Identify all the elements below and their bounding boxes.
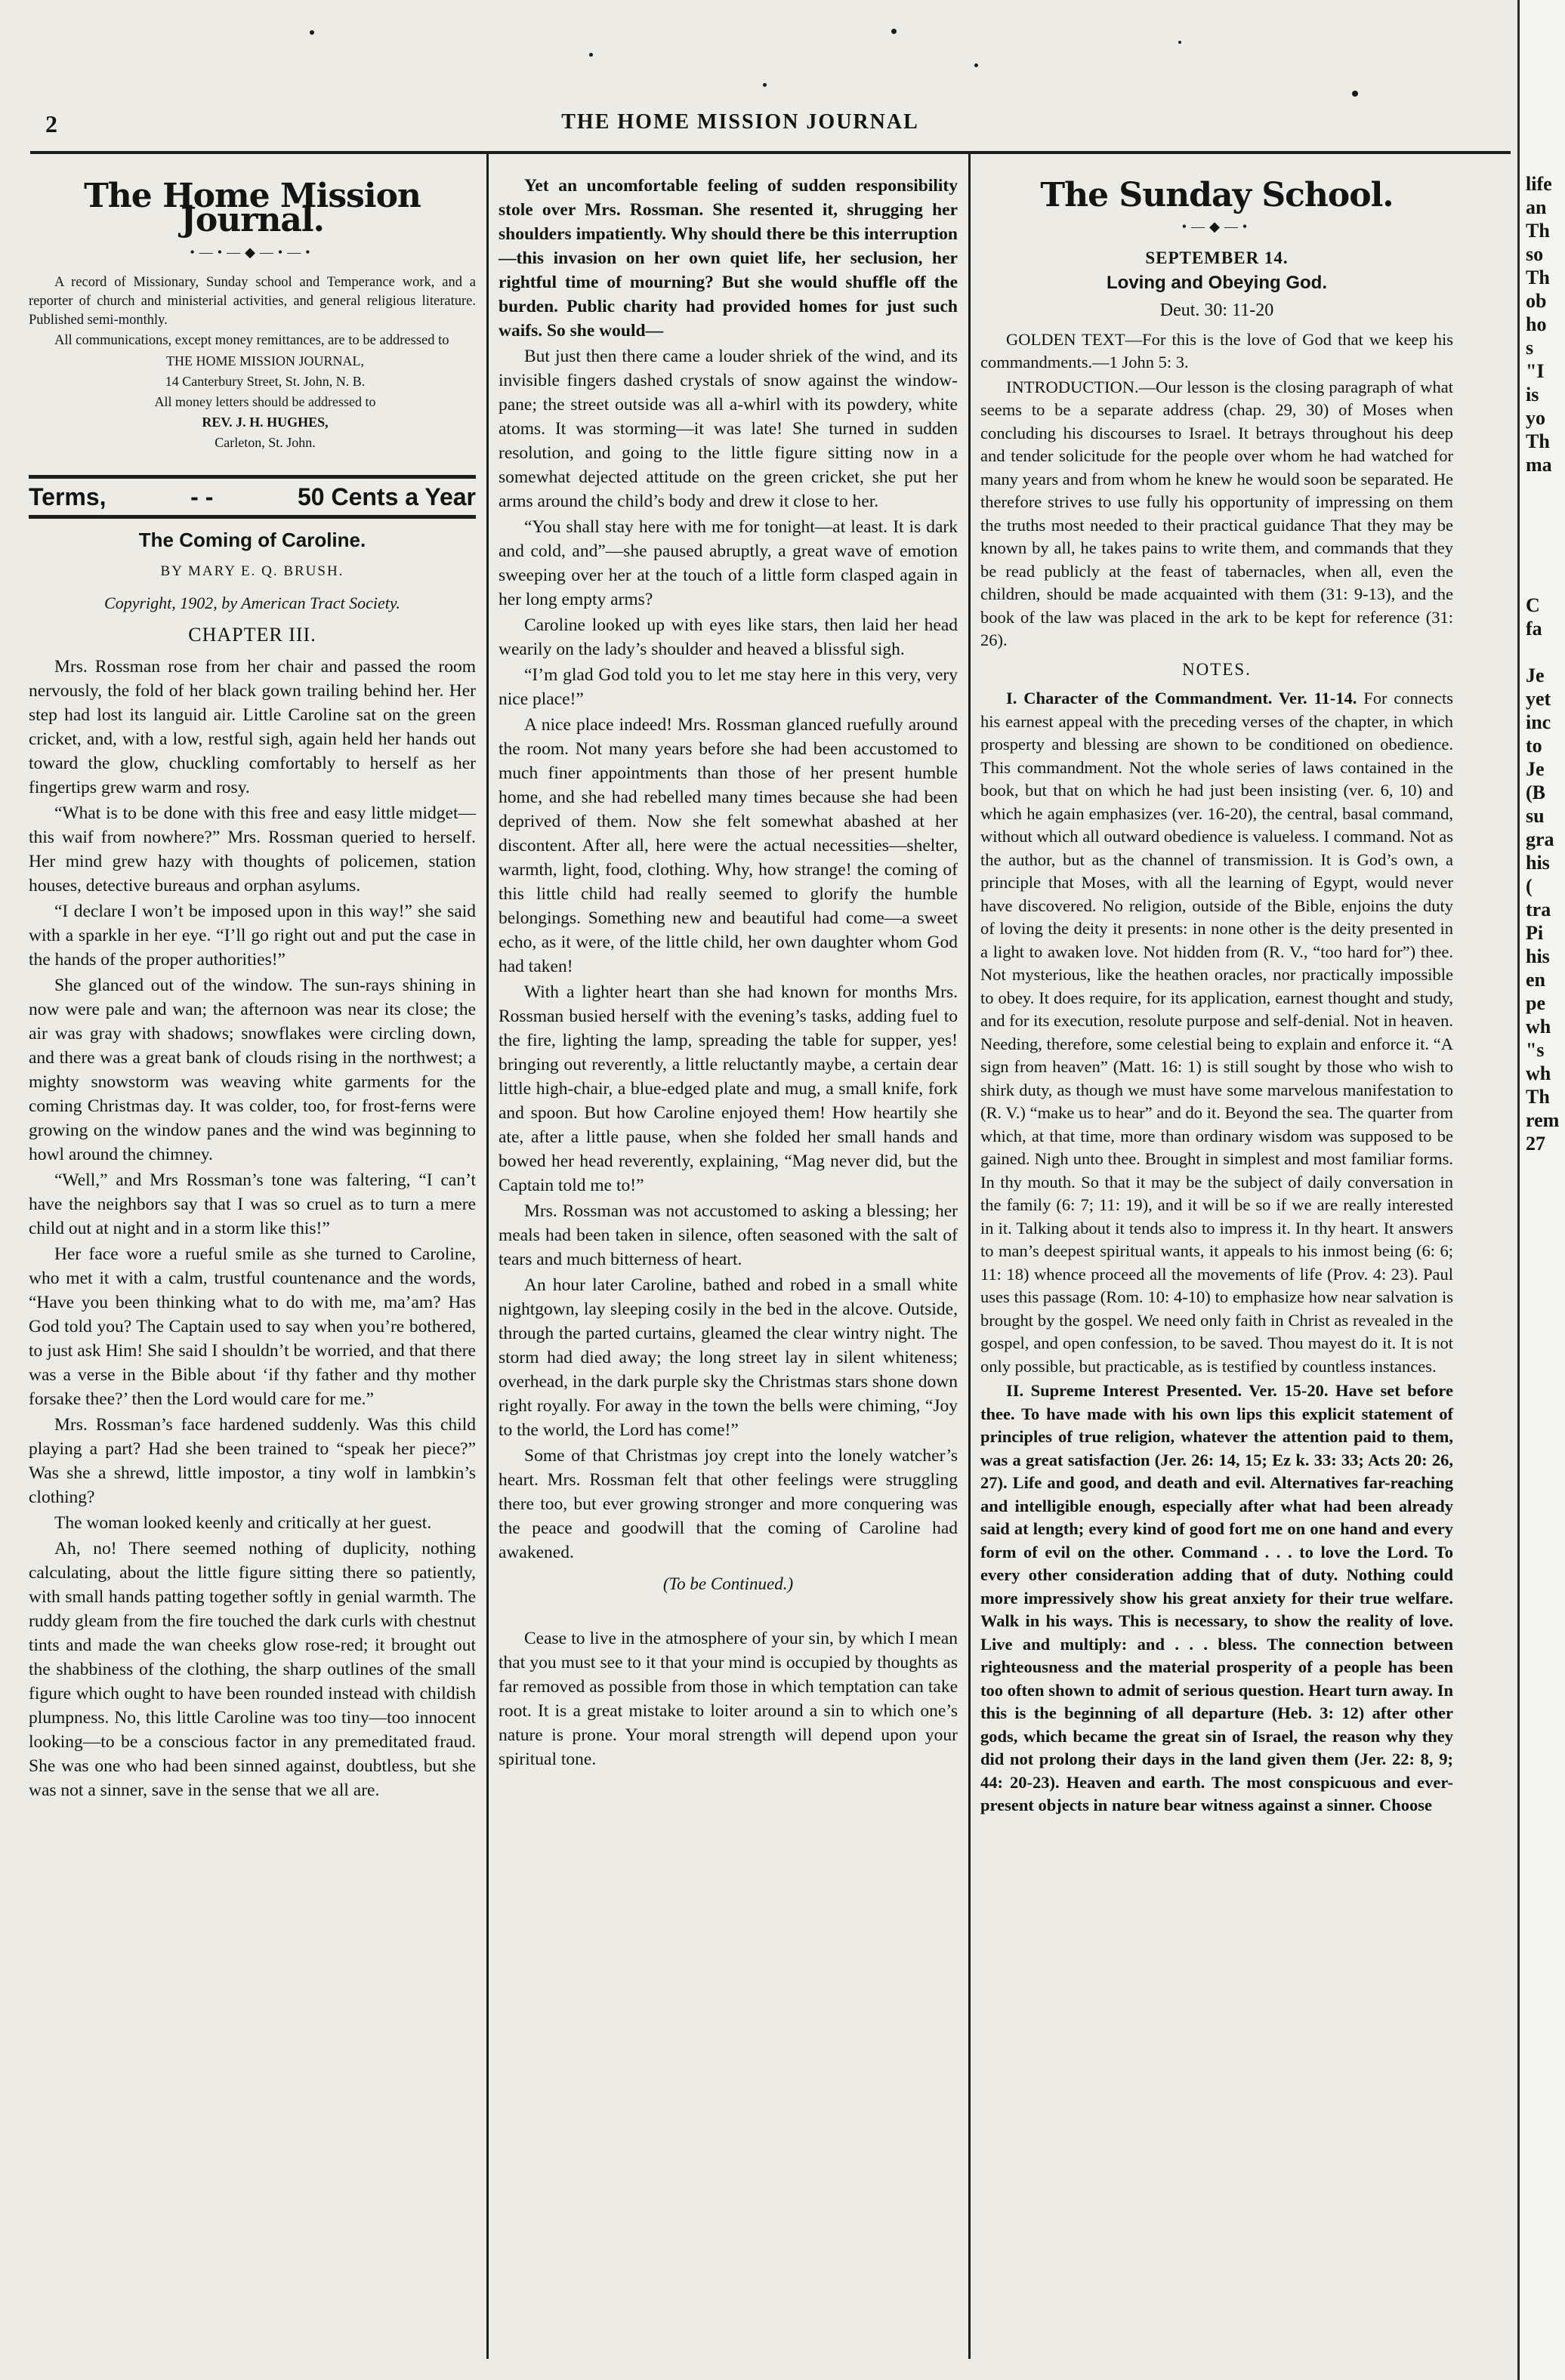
running-head (0, 110, 1511, 148)
header-rule (30, 151, 1511, 154)
golden-text-body: —For this is the love of God that we keep his commandments.—1 John 5: 3. (980, 329, 1453, 371)
introduction-label: INTRODUCTION. (1006, 377, 1139, 396)
story-paragraph: Mrs. Rossman was not accustomed to asking a blessing; her meals had been taken in silence, often seasoned with the salt of tears and much bitterness of heart. (499, 1201, 958, 1269)
story-paragraph: Caroline looked up with eyes like stars, then laid her head wearily on the lady’s shoulder and heaved a blissful sigh. (499, 615, 958, 659)
story-paragraph: “What is to be done with this free and easy little midget—this waif from nowhere?” Mrs. Rossman queried to herself. Her mind grew hazy with thoughts of policemen, station houses, detective bureaus and orphan asylums. (29, 803, 476, 896)
adjacent-page-text: life an Th so Th ob ho s "I is yo Th ma C fa Je yet inc to Je (B su gra his ( tra Pi his en pe wh "s wh Th rem 27 (1526, 173, 1560, 1155)
print-speck (310, 30, 314, 35)
print-speck (891, 29, 897, 34)
journal-address-street: 14 Canterbury Street, St. John, N. B. (165, 374, 366, 389)
filler-paragraph: Cease to live in the atmosphere of your sin, by which I mean that you must see to it that your mind is occupied by thoughts as far removed as possible from those in which temptation can take root. It is a great mistake to loiter around a sin to which one’s nature is prone. Your moral strength will depend upon your spiritual tone. (499, 1629, 958, 1769)
introduction (980, 376, 1453, 652)
note-1 (980, 687, 1453, 1378)
journal-address-name: THE HOME MISSION JOURNAL, (165, 353, 364, 368)
story-paragraph: An hour later Caroline, bathed and robed in a small white nightgown, lay sleeping cosily in the bed in the alcove. Outside, through the parted curtains, gleamed the clear wintry night. The storm had died away; the long street lay in silent whiteness; overhead, in the dark purple sky the Christmas stars shone down right royally. For away in the town the bells were chiming, “Joy to the world, the Lord has come!” (499, 1275, 958, 1440)
note-1-label: I. Character of the Commandment. Ver. 11-14. (1006, 689, 1357, 708)
note-2 (980, 1380, 1453, 1817)
lesson-title: Loving and Obeying God. (1107, 272, 1327, 293)
journal-description: A record of Missionary, Sunday school and Temperance work, and a reporter of church and ministerial activities, and general religious literature. Published semi-monthly. (29, 275, 476, 328)
introduction-body: —Our lesson is the closing paragraph of what seems to be a separate address (chap. 29, 30) of Moses when concluding his discourses to Israel. It betrays throughout his deep and tender solicitude for the people over whom he had watched for many years and from whom he knew he would soon be separated. He therefore strives to use fully his opportunity of impressing on them the truths most needed to their practical guidance That they may be known by all, he takes pains to write them, and commands that they be read publicly at the feast of tabernacles, when all, even the children, should be made acquainted with them (31: 9-13), and the book of the law was placed in the ark to be kept for reference (31: 26). (980, 377, 1453, 649)
column-2 (499, 174, 958, 1773)
golden-text-label: GOLDEN TEXT (1006, 329, 1125, 349)
chapter-heading: CHAPTER III. (188, 624, 316, 646)
golden-text (980, 328, 1453, 375)
sunday-school-masthead: The Sunday School. (1040, 176, 1394, 214)
note-2-body: Have set before thee. To have made with his own lips this explicit statement of principles of true religion, whatever the attention paid to them, was a great satisfaction (Jer. 26: 14, 15; Ez k. 33: 33; Acts 20: 26, 27). Life and good, and death and evil. Alternatives far-reaching and intelligible enough, especially after what had been already said at length; every kind of good fort me on one hand and every form of evil on the other. Command . . . to love the Lord. To every other consideration adding that of duty. Nothing could more impressively show his great anxiety for their true welfare. Walk in his ways. This is necessary, to show the reality of love. Live and multiply: and . . . bless. The connection between righteousness and the material prosperity of a people has been too often shown to admit of serious question. Heart turn away. In this is the beginning of all departure (Heb. 3: 12) after other gods, which became the great sin of Israel, the reason why they did not prolong their days in the land given them (Jer. 22: 8, 9; 44: 20-23). Heaven and earth. The most conspicuous and ever-present objects in nature bear witness against a sinner. Choose (980, 1381, 1453, 1814)
story-paragraph: Yet an uncomfortable feeling of sudden responsibility stole over Mrs. Rossman. She resented it, shrugging her shoulders impatiently. Why should there be this interruption—this invasion on her own quiet life, her seclusion, her rightful time of mourning? But she would shuffle off the burden. Public charity had provided homes for just such waifs. So she would— (499, 176, 958, 341)
note-1-body: For connects his earnest appeal with the preceding verses of the chapter, in which prosperty and blessing are shown to be conditioned on obedience. This commandment. Not the whole series of laws contained in the book, but that on which he had just been insisting (ver. 6, 10) and which he again emphasizes (ver. 16-20), the central, basal command, without which all outward obedience is valueless. I command. Not as the author, but as the channel of transmission. It is God’s own, a principle that Moses, with all the learning of Egypt, would never have discovered. No religion, outside of the Bible, enjoins the duty of loving the deity it presents: in none other is the deity presented in a light to awaken love. Not hidden from (R. V., “too hard for”) thee. Not mysterious, like the heathen oracles, nor practically impossible to obey. It does require, for its application, earnest thought and study, and for its execution, resolute purpose and self-denial. Not in heaven. Needing, therefore, some celestial being to explain and enforce it. “A sign from heaven” (Matt. 16: 1) is still sought by those who wish to shirk duty, as though we must have some marvelous manifestation to (R. V.) “make us to hear” and do it. Beyond the sea. The quarter from which, at that time, more than ordinary wisdom was supposed to be gained. Nigh unto thee. Brought in simplest and most familiar forms. In thy mouth. So that it may be the subject of daily conversation in the family (6: 7; 11: 19), and it will be so if we are really interested in it. Talking about it tends also to impress it. In thy heart. It answers to man’s deepest spiritual wants, it appeals to his inmost being (6: 6; 11: 18) whence proceed all the movements of life (Prov. 4: 23). Paul uses this passage (Rom. 10: 4-10) to emphasize how near salvation is brought by the gospel. We need only faith in Christ as revealed in the gospel, and open confession, to be saved. Thou mayest do it. It is not only possible, but practicable, as is testified by countless instances. (980, 689, 1454, 1376)
print-speck (1178, 41, 1181, 44)
story-paragraph: “You shall stay here with me for tonight—at least. It is dark and cold, and”—she paused abruptly, a great wave of emotion sweeping over her at the touch of a little form clasped again in her long empty arms? (499, 517, 958, 609)
story-paragraph: Some of that Christmas joy crept into the lonely watcher’s heart. Mrs. Rossman felt that other feelings were struggling there too, but ever growing stronger and more conquering was the peace and goodwill that the coming of Caroline had awakened. (499, 1446, 958, 1562)
story-paragraph: Mrs. Rossman rose from her chair and passed the room nervously, the fold of her black gown trailing behind her. Her step had lost its languid air. Little Caroline sat on the green cricket, and, with a low, restful sigh, again held her hands out toward the glow, chuckling comfortably to herself as her fingertips grew warm and rosy. (29, 657, 476, 797)
terms-label: Terms, (29, 483, 106, 510)
column-3 (980, 174, 1453, 1819)
terms-dashes: - - (190, 483, 214, 510)
story-paragraph: “I’m glad God told you to let me stay here in this very, very nice place!” (499, 665, 958, 709)
column-rule (968, 154, 971, 2359)
editor-name: REV. J. H. HUGHES, (202, 415, 329, 430)
story-paragraph: Ah, no! There seemed nothing of duplicity, nothing calculating, about the little figure sitting there so patiently, with small hands patting together softly in genial warmth. The ruddy gleam from the fire touched the dark curls with chestnut tints and made the wan cheeks glow rose-red; it brought out the shabbiness of the clothing, the sharp outlines of the small figure which ought to have been rounded instead with childish plumpness. No, this little Caroline was too tiny—too innocent looking—to be a conscious factor in any premeditated fraud. She was one who had been sinned against, doubtless, but she was not a sinner, save in the sense that we all are. (29, 1539, 476, 1800)
story-paragraph: The woman looked keenly and critically at her guest. (54, 1513, 432, 1533)
story-paragraph: “Well,” and Mrs Rossman’s tone was faltering, “I can’t have the neighbors say that I was so cruel as to turn a mere child out at night and in a storm like this!” (29, 1170, 476, 1238)
print-speck (974, 63, 978, 67)
ornament: •—•—◆—•—• (190, 245, 315, 260)
editor-place: Carleton, St. John. (215, 435, 316, 450)
story-copyright: Copyright, 1902, by American Tract Society. (104, 593, 400, 612)
story-paragraph: Mrs. Rossman’s face hardened suddenly. Was this child playing a part? Had she been trained to “speak her piece?” Was she a shrewd, little impostor, a tiny wolf in lambkin’s clothing? (29, 1415, 476, 1507)
story-byline: BY MARY E. Q. BRUSH. (160, 563, 344, 579)
print-speck (589, 53, 593, 57)
terms-bar (29, 475, 476, 519)
story-paragraph: “I declare I won’t be imposed upon in this way!” she said with a sparkle in her eye. “I’ll go right out and put the case in the hands of the proper authorities!” (29, 902, 476, 970)
note-2-label: II. Supreme Interest Presented. Ver. 15-20. (1006, 1381, 1329, 1400)
running-title: THE HOME MISSION JOURNAL (561, 110, 919, 134)
column-1 (29, 174, 476, 1804)
communications-note: All communications, except money remittances, are to be addressed to (54, 333, 449, 348)
story-paragraph: With a lighter heart than she had known for months Mrs. Rossman busied herself with the evening’s tasks, adding fuel to the fire, lighting the lamp, spreading the table for supper, yes! bringing out reverently, a little reluctantly maybe, a certain dear little high-chair, a blue-edged plate and mug, a small knife, fork and spoon. But how Caroline enjoyed them! How heartily she ate, after a little pause, when she folded her small hands and bowed her head reverently, explaining, “Mag never did, but the Captain told me to!” (499, 982, 958, 1195)
adjacent-page-strip (1517, 0, 1565, 2380)
story-paragraph: She glanced out of the window. The sun-rays shining in now were pale and wan; the afternoon was near its close; the air was gray with shadows; snowflakes were circling down, and there was a great bank of clouds rising in the northwest; a mighty snowstorm was weaving white garments for the coming Christmas day. It was colder, too, for frost-ferns were growing on the window panes and the wind was beginning to howl around the chimney. (29, 976, 476, 1164)
story-paragraph: Her face wore a rueful smile as she turned to Caroline, who met it with a calm, trustful countenance and the words, “Have you been thinking what to do with me, ma’am? Has God told you? The Captain used to say when you’re bothered, to just ask Him! She said I shouldn’t be worried, and that there was a verse in the Bible about ‘if thy father and thy mother forsake thee?’ then the Lord would care for me.” (29, 1244, 476, 1409)
story-paragraph: A nice place indeed! Mrs. Rossman glanced ruefully around the room. Not many years before she had been accustomed to much finer appointments than those of her present humble home, and she had rebelled many times because she had been deprived of them. Now she felt somewhat abashed at her discontent. After all, here were the actual necessities—shelter, warmth, light, food, clothing. Why, how strange! the coming of this little child had really seemed to glorify the humble belongings. Something new and beautiful had come—a sweet echo, as it were, of the little child, her own daughter whom God had taken! (499, 715, 958, 976)
to-be-continued: (To be Continued.) (662, 1574, 794, 1593)
column-rule (486, 154, 489, 2359)
story-paragraph: But just then there came a louder shriek of the wind, and its invisible fingers dashed crystals of snow against the window-pane; the street outside was all a-whirl with its powdery, white atoms. It was storming—it was late! She turned in sudden resolution, and going to the little figure sitting now in a somewhat dejected attitude on the green cricket, she put her arms around the child’s body and drew it close to her. (499, 347, 958, 511)
story-title: The Coming of Caroline. (138, 529, 366, 551)
journal-masthead: The Home Mission Journal. (84, 177, 421, 239)
page-number: 2 (45, 110, 57, 137)
print-speck (1352, 91, 1358, 97)
print-speck (763, 83, 767, 87)
lesson-date: SEPTEMBER 14. (1145, 248, 1289, 267)
terms-price: 50 Cents a Year (297, 483, 476, 510)
money-letters-note: All money letters should be addressed to (154, 394, 376, 409)
ornament: •—◆—• (1181, 218, 1252, 234)
notes-heading: NOTES. (1182, 659, 1252, 679)
lesson-scripture: Deut. 30: 11-20 (1159, 301, 1274, 320)
